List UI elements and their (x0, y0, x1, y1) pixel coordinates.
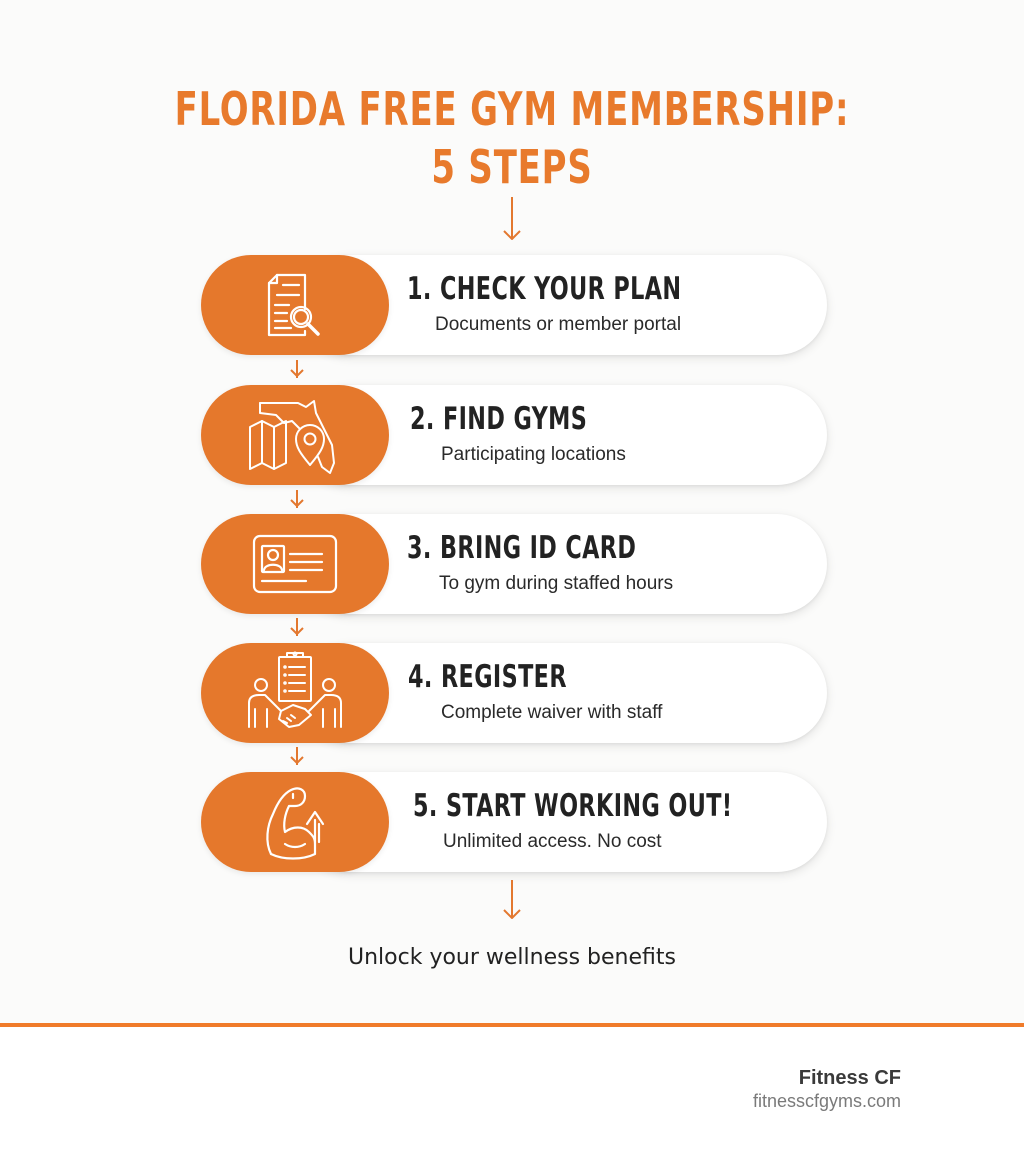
footer-divider (0, 1023, 1024, 1027)
step-1 (201, 255, 827, 355)
arrow-down-icon (287, 747, 307, 764)
step-5 (201, 772, 827, 872)
brand-name: Fitness CF (798, 1067, 901, 1089)
step-icon-pill (201, 643, 389, 743)
florida-map-pin-icon (240, 393, 350, 477)
step-heading: 3. BRING ID CARD (407, 530, 637, 566)
step-description: Complete waiver with staff (441, 702, 663, 723)
id-card-icon (250, 532, 340, 596)
tagline: Unlock your wellness benefits (348, 945, 676, 970)
flexed-arm-arrow-icon (253, 780, 337, 864)
arrow-down-icon (287, 360, 307, 377)
title-line-1: FLORIDA FREE GYM MEMBERSHIP: (174, 82, 850, 136)
step-heading: 2. FIND GYMS (410, 401, 588, 437)
step-description: Participating locations (441, 444, 626, 465)
step-description: Documents or member portal (435, 314, 682, 335)
step-heading: 5. START WORKING OUT! (413, 788, 733, 824)
step-heading: 1. CHECK YOUR PLAN (407, 271, 682, 307)
step-2 (201, 385, 827, 485)
arrow-down-icon (502, 880, 522, 919)
step-description: Unlimited access. No cost (443, 831, 662, 852)
arrow-down-icon (502, 197, 522, 240)
step-icon-pill (201, 255, 389, 355)
step-3 (201, 514, 827, 614)
arrow-down-icon (287, 618, 307, 635)
page-title (92, 80, 932, 196)
document-search-icon (255, 265, 335, 345)
step-4 (201, 643, 827, 743)
step-icon-pill (201, 385, 389, 485)
step-description: To gym during staffed hours (439, 573, 674, 594)
step-heading: 4. REGISTER (408, 659, 567, 695)
arrow-down-icon (287, 490, 307, 507)
brand-block (753, 1066, 901, 1112)
step-icon-pill (201, 514, 389, 614)
title-line-2: 5 STEPS (431, 140, 593, 194)
step-icon-pill (201, 772, 389, 872)
brand-url[interactable]: fitnesscfgyms.com (752, 1091, 901, 1111)
clipboard-handshake-icon (243, 649, 347, 737)
